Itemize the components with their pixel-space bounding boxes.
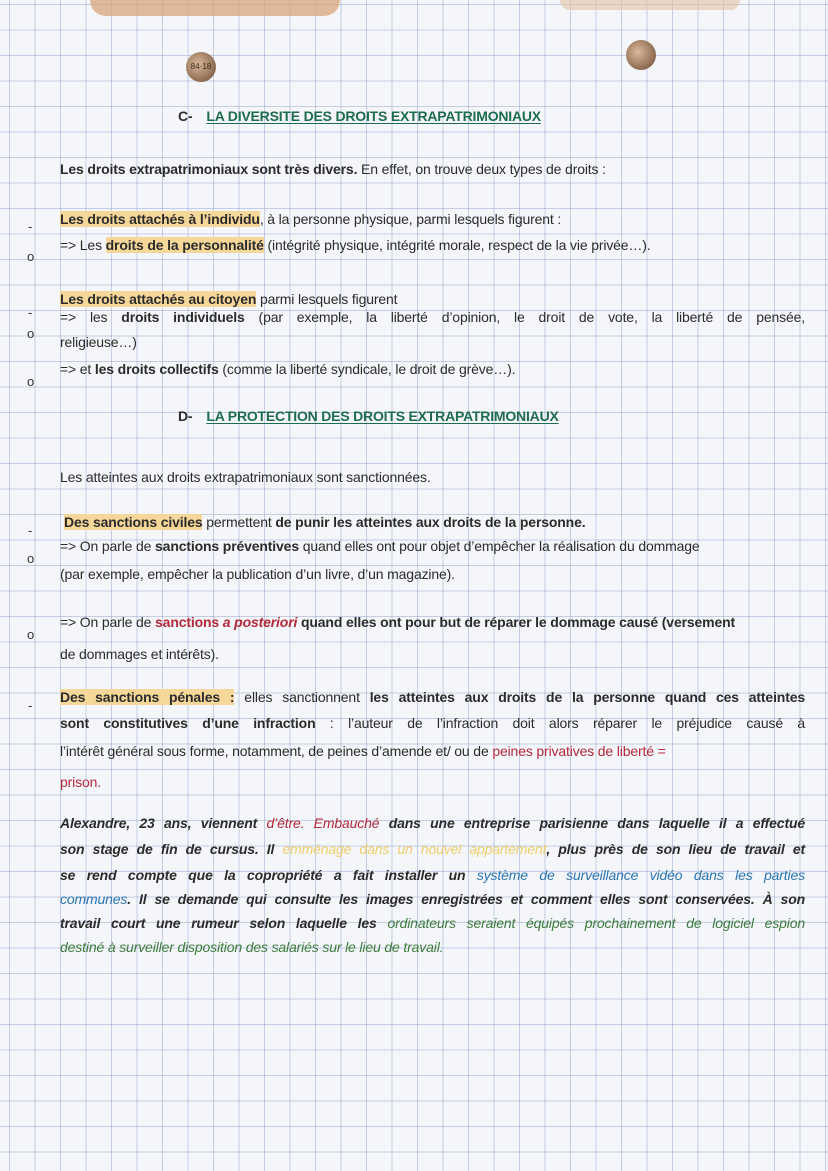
case-l1c: dans une entreprise parisienne dans laquelle il a effectué xyxy=(379,815,805,831)
section-d-title: LA PROTECTION DES DROITS EXTRAPATRIMONIAUX xyxy=(206,408,559,424)
prev-d: (par exemple, empêcher la publication d’un livre, d’un magazine). xyxy=(60,566,455,582)
item1-sub-bold: droits de la personnalité xyxy=(105,237,264,253)
bullet-marker: o xyxy=(27,627,35,642)
penal-bold: les atteintes aux droits de la personne quand ces atteintes xyxy=(369,689,805,705)
section-c-letter: C- xyxy=(178,108,193,124)
penal-highlight: Des sanctions pénales : xyxy=(60,689,235,705)
intro-bold: Les droits extrapatrimoniaux sont très divers. xyxy=(60,161,358,177)
posteriori-sanctions-cont xyxy=(60,645,805,664)
case-l3a: se rend compte que la copropriété a fait installer un xyxy=(60,867,477,883)
item2-sub1-bold: droits individuels xyxy=(121,309,245,325)
prev-c: quand elles ont pour objet d’empêcher la réalisation du dommage xyxy=(298,538,700,554)
case-l4b: . Il se demande qui consulte les images enregistrées et comment elles sont conservées. À son xyxy=(127,891,805,907)
penal-bold-2: sont constitutives d’une infraction xyxy=(60,715,316,731)
post-red-italic: a posteriori xyxy=(222,614,298,630)
post-a: => On parle de xyxy=(60,614,156,630)
item2-sub1-c: (par exemple, la liberté d’opinion, le droit de vote, la liberté de pensée, xyxy=(244,309,805,325)
prev-a: => On parle de xyxy=(60,538,156,554)
item2-rest: parmi lesquels figurent xyxy=(256,291,398,307)
item2-sub2-a: => et xyxy=(60,361,95,377)
item1-rest: , à la personne physique, parmi lesquels figurent : xyxy=(259,211,562,227)
case-line1 xyxy=(60,814,805,833)
torn-paper-edge-right xyxy=(560,0,740,10)
item2 xyxy=(60,290,805,309)
bullet-marker: o xyxy=(27,249,35,264)
civil-bold: de punir les atteintes aux droits de la personne. xyxy=(275,514,586,530)
item1-sub-a: => Les xyxy=(60,237,106,253)
item2-sub1-a: => les xyxy=(60,309,122,325)
penal-line2 xyxy=(60,714,805,733)
bullet-marker: o xyxy=(27,374,35,389)
item1-highlight: Les droits attachés à l’individu xyxy=(60,211,260,227)
item2-highlight: Les droits attachés au citoyen xyxy=(60,291,257,307)
section-c-heading xyxy=(178,108,541,124)
dash-marker: - xyxy=(28,305,33,320)
section-c-intro xyxy=(60,160,805,179)
preventive-sanctions-cont xyxy=(60,565,805,584)
penal-red: peines privatives de liberté = xyxy=(492,743,666,759)
section-d-heading xyxy=(178,408,559,424)
penal-line3 xyxy=(60,742,805,761)
item2-sub2-c: (comme la liberté syndicale, le droit de grève…). xyxy=(218,361,516,377)
penal-e: l’intérêt général sous forme, notamment, de peines d’amende et/ ou de xyxy=(60,743,493,759)
civil-sanctions xyxy=(64,513,809,532)
penal-prison: prison. xyxy=(60,774,101,790)
penal-line4 xyxy=(60,773,805,792)
dash-marker: - xyxy=(28,523,33,538)
post-d: quand elles ont pour but de réparer le dommage causé (versement xyxy=(297,614,735,630)
case-line2 xyxy=(60,840,805,859)
post-red: sanctions xyxy=(155,614,223,630)
case-line3 xyxy=(60,866,805,885)
case-line4 xyxy=(60,890,805,909)
dash-marker: - xyxy=(28,219,33,234)
case-l2c: , plus près de son lieu de travail et xyxy=(546,841,805,857)
post-e: de dommages et intérêts). xyxy=(60,646,219,662)
posteriori-sanctions xyxy=(60,613,805,632)
preventive-sanctions xyxy=(60,537,805,556)
punch-hole-left xyxy=(186,52,216,82)
case-l3b: système de surveillance vidéo dans les parties xyxy=(476,867,805,883)
case-l1a: Alexandre, 23 ans, viennent xyxy=(60,815,267,831)
civil-highlight: Des sanctions civiles xyxy=(64,514,203,530)
item2-sub2-bold: les droits collectifs xyxy=(94,361,219,377)
penal-a: elles sanctionnent xyxy=(234,689,370,705)
dash-marker: - xyxy=(28,698,33,713)
penal-d: : l’auteur de l’infraction doit alors réparer le préjudice causé à xyxy=(315,715,806,731)
case-l2b: emménage dans un nouvel appartement xyxy=(282,841,547,857)
item1 xyxy=(60,210,805,229)
section-c-title: LA DIVERSITE DES DROITS EXTRAPATRIMONIAUX xyxy=(206,108,541,124)
bullet-marker: o xyxy=(27,326,35,341)
case-l5a: travail court une rumeur selon laquelle les xyxy=(60,915,388,931)
item2-sub2 xyxy=(60,360,805,379)
civil-mid: permettent xyxy=(202,514,276,530)
penal-sanctions xyxy=(60,688,805,707)
bullet-marker: o xyxy=(27,551,35,566)
case-l2a: son stage de fin de cursus. Il xyxy=(60,841,283,857)
punch-hole-right xyxy=(626,40,656,70)
section-d-intro xyxy=(60,468,805,487)
item2-sub1 xyxy=(60,308,805,327)
case-line5 xyxy=(60,914,805,933)
item1-sub xyxy=(60,236,805,255)
case-l6: destiné à surveiller disposition des salariés sur le lieu de travail. xyxy=(60,939,444,955)
intro-rest: En effet, on trouve deux types de droits : xyxy=(357,161,606,177)
case-l4a: communes xyxy=(60,891,128,907)
item2-sub1-cont xyxy=(60,333,805,352)
case-l1b: d’être. Embauché xyxy=(266,815,380,831)
torn-paper-edge xyxy=(90,0,340,16)
case-l5b: ordinateurs seraient équipés prochainement de logiciel espion xyxy=(387,915,805,931)
item1-sub-c: (intégrité physique, intégrité morale, respect de la vie privée…). xyxy=(263,237,651,253)
hole-label: 84·18 xyxy=(190,62,212,71)
section-d-letter: D- xyxy=(178,408,193,424)
prev-bold: sanctions préventives xyxy=(155,538,299,554)
section-d-intro-text: Les atteintes aux droits extrapatrimoniaux sont sanctionnées. xyxy=(60,469,431,485)
case-line6 xyxy=(60,938,805,957)
item2-sub1-d: religieuse…) xyxy=(60,334,137,350)
